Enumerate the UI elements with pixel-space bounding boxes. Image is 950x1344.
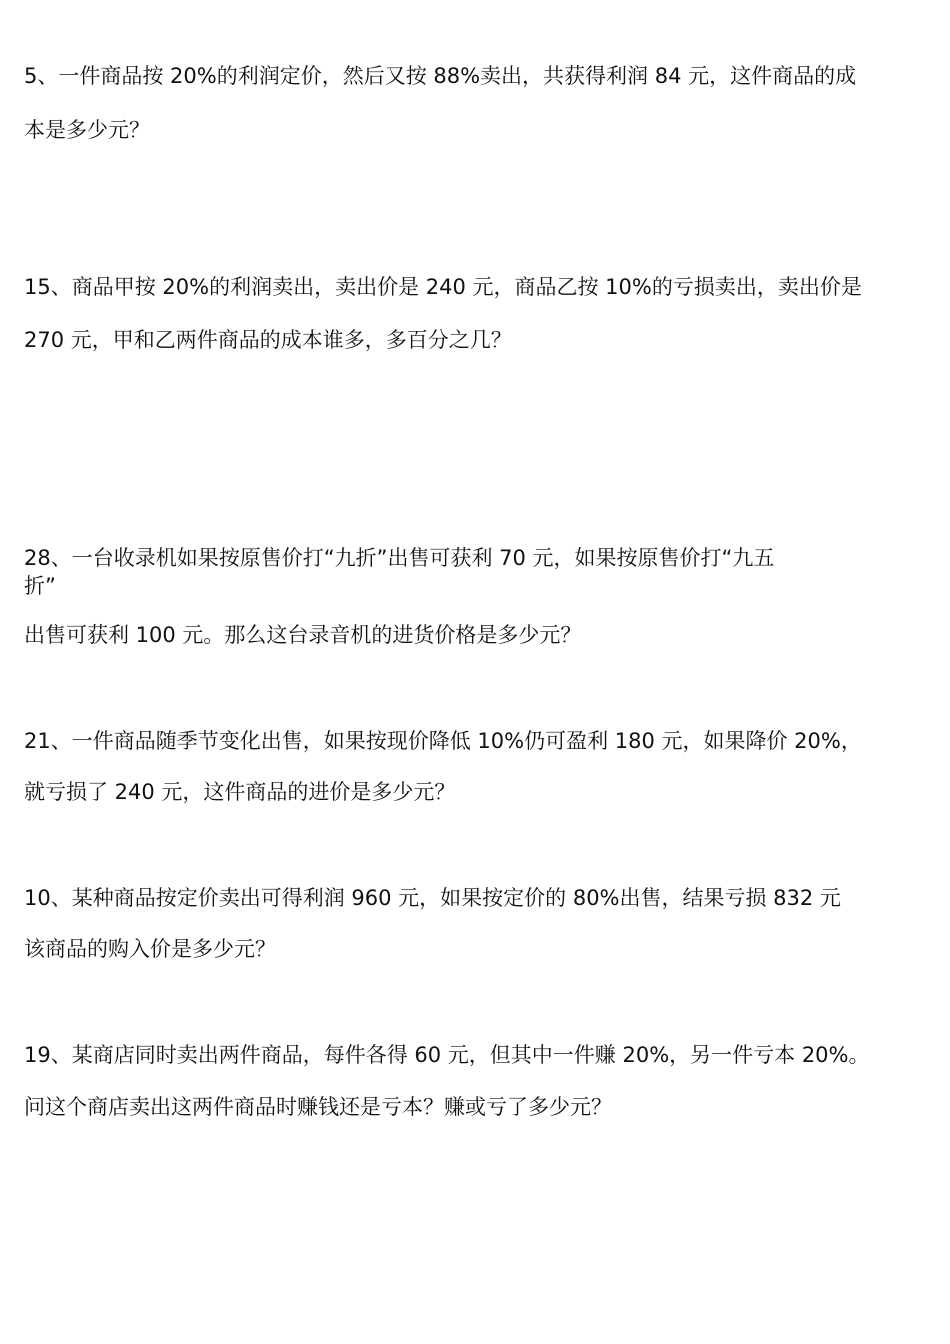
- problem-10-line-1: 10、某种商品按定价卖出可得利润 960 元，如果按定价的 80%出售，结果亏损 832 元: [24, 886, 841, 910]
- problem-10-line-2: 该商品的购入价是多少元？: [24, 937, 276, 961]
- problem-5-line-2: 本是多少元？: [24, 118, 150, 142]
- problem-19-line-2: 问这个商店卖出这两件商品时赚钱还是亏本？赚或亏了多少元？: [24, 1095, 612, 1119]
- problem-15-line-2: 270 元，甲和乙两件商品的成本谁多，多百分之几？: [24, 328, 512, 352]
- problem-15-line-1: 15、商品甲按 20%的利润卖出，卖出价是 240 元，商品乙按 10%的亏损卖出，卖出价是: [24, 275, 862, 299]
- problem-28-line-1: 28、一台收录机如果按原售价打“九折”出售可获利 70 元，如果按原售价打“九五: [24, 546, 775, 570]
- problem-19-line-1: 19、某商店同时卖出两件商品，每件各得 60 元，但其中一件赚 20%，另一件亏本 20%。: [24, 1043, 870, 1067]
- problem-5-line-1: 5、一件商品按 20%的利润定价，然后又按 88%卖出，共获得利润 84 元，这件商品的成: [24, 64, 857, 88]
- problem-21-line-1: 21、一件商品随季节变化出售，如果按现价降低 10%仍可盈利 180 元，如果降价 20%，: [24, 729, 862, 753]
- problem-28-line-2: 折”: [24, 574, 56, 598]
- problem-28-line-3: 出售可获利 100 元。那么这台录音机的进货价格是多少元？: [24, 623, 582, 647]
- problem-21-line-2: 就亏损了 240 元，这件商品的进价是多少元？: [24, 780, 456, 804]
